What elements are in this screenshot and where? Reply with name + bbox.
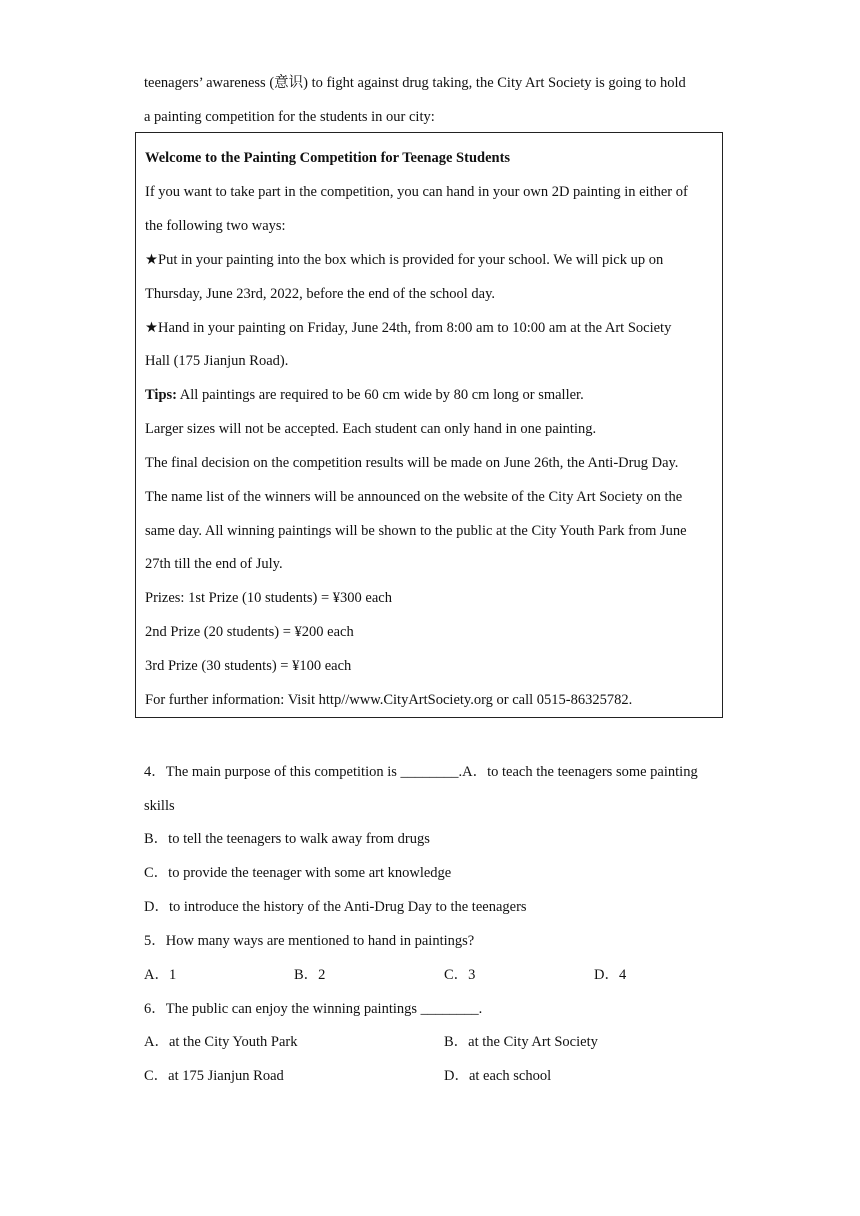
question-6-stem: 6．The public can enjoy the winning paintings ________. bbox=[144, 1001, 483, 1017]
notice-decision: The final decision on the competition results will be made on June 26th, the Anti-Drug Day. bbox=[145, 455, 679, 471]
competition-notice-box bbox=[135, 132, 723, 718]
question-6-option-b: B．at the City Art Society bbox=[444, 1034, 598, 1050]
question-6-option-c: C．at 175 Jianjun Road bbox=[144, 1068, 284, 1084]
notice-way-2b: Hall (175 Jianjun Road). bbox=[145, 353, 289, 369]
tips-label: Tips: bbox=[145, 387, 177, 403]
notice-prize-2: 2nd Prize (20 students) = ¥200 each bbox=[145, 624, 354, 640]
notice-way-1a: ★Put in your painting into the box which is provided for your school. We will pick up on bbox=[145, 252, 664, 268]
notice-winners-2: same day. All winning paintings will be shown to the public at the City Youth Park from June bbox=[145, 523, 687, 539]
notice-way-2a: ★Hand in your painting on Friday, June 24th, from 8:00 am to 10:00 am at the Art Society bbox=[145, 320, 672, 336]
question-6-option-a: A．at the City Youth Park bbox=[144, 1034, 298, 1050]
notice-paragraph-1a: If you want to take part in the competition, you can hand in your own 2D painting in either of bbox=[145, 184, 688, 200]
question-6-option-d: D．at each school bbox=[444, 1068, 552, 1084]
question-4-option-c: C．to provide the teenager with some art knowledge bbox=[144, 865, 452, 881]
notice-tips-2: Larger sizes will not be accepted. Each student can only hand in one painting. bbox=[145, 421, 597, 437]
question-4-stem: 4．The main purpose of this competition is ________.A．to teach the teenagers some painting bbox=[144, 764, 698, 780]
notice-paragraph-1b: the following two ways: bbox=[145, 218, 286, 234]
notice-winners-1: The name list of the winners will be announced on the website of the City Art Society on the bbox=[145, 489, 683, 505]
question-5-option-c: C．3 bbox=[444, 967, 476, 983]
notice-winners-3: 27th till the end of July. bbox=[145, 556, 283, 572]
question-5-option-a: A．1 bbox=[144, 967, 177, 983]
notice-title: Welcome to the Painting Competition for Teenage Students bbox=[145, 150, 511, 166]
intro-line-2: a painting competition for the students in our city: bbox=[144, 109, 435, 125]
notice-way-1b: Thursday, June 23rd, 2022, before the end of the school day. bbox=[145, 286, 496, 302]
notice-prize-1: Prizes: 1st Prize (10 students) = ¥300 each bbox=[145, 590, 392, 606]
question-5-option-b: B．2 bbox=[294, 967, 326, 983]
notice-further-info: For further information: Visit http//www.CityArtSociety.org or call 0515-86325782. bbox=[145, 692, 633, 708]
question-5-option-d: D．4 bbox=[594, 967, 627, 983]
intro-line-1: teenagers’ awareness (意识) to fight against drug taking, the City Art Society is going to hold bbox=[144, 75, 686, 91]
question-5-stem: 5．How many ways are mentioned to hand in paintings? bbox=[144, 933, 475, 949]
tips-text: All paintings are required to be 60 cm wide by 80 cm long or smaller. bbox=[176, 387, 584, 403]
notice-tips bbox=[145, 385, 584, 405]
question-4-stem-cont: skills bbox=[144, 798, 175, 814]
notice-prize-3: 3rd Prize (30 students) = ¥100 each bbox=[145, 658, 352, 674]
question-4-option-d: D．to introduce the history of the Anti-Drug Day to the teenagers bbox=[144, 899, 527, 915]
question-4-option-b: B．to tell the teenagers to walk away from drugs bbox=[144, 831, 430, 847]
